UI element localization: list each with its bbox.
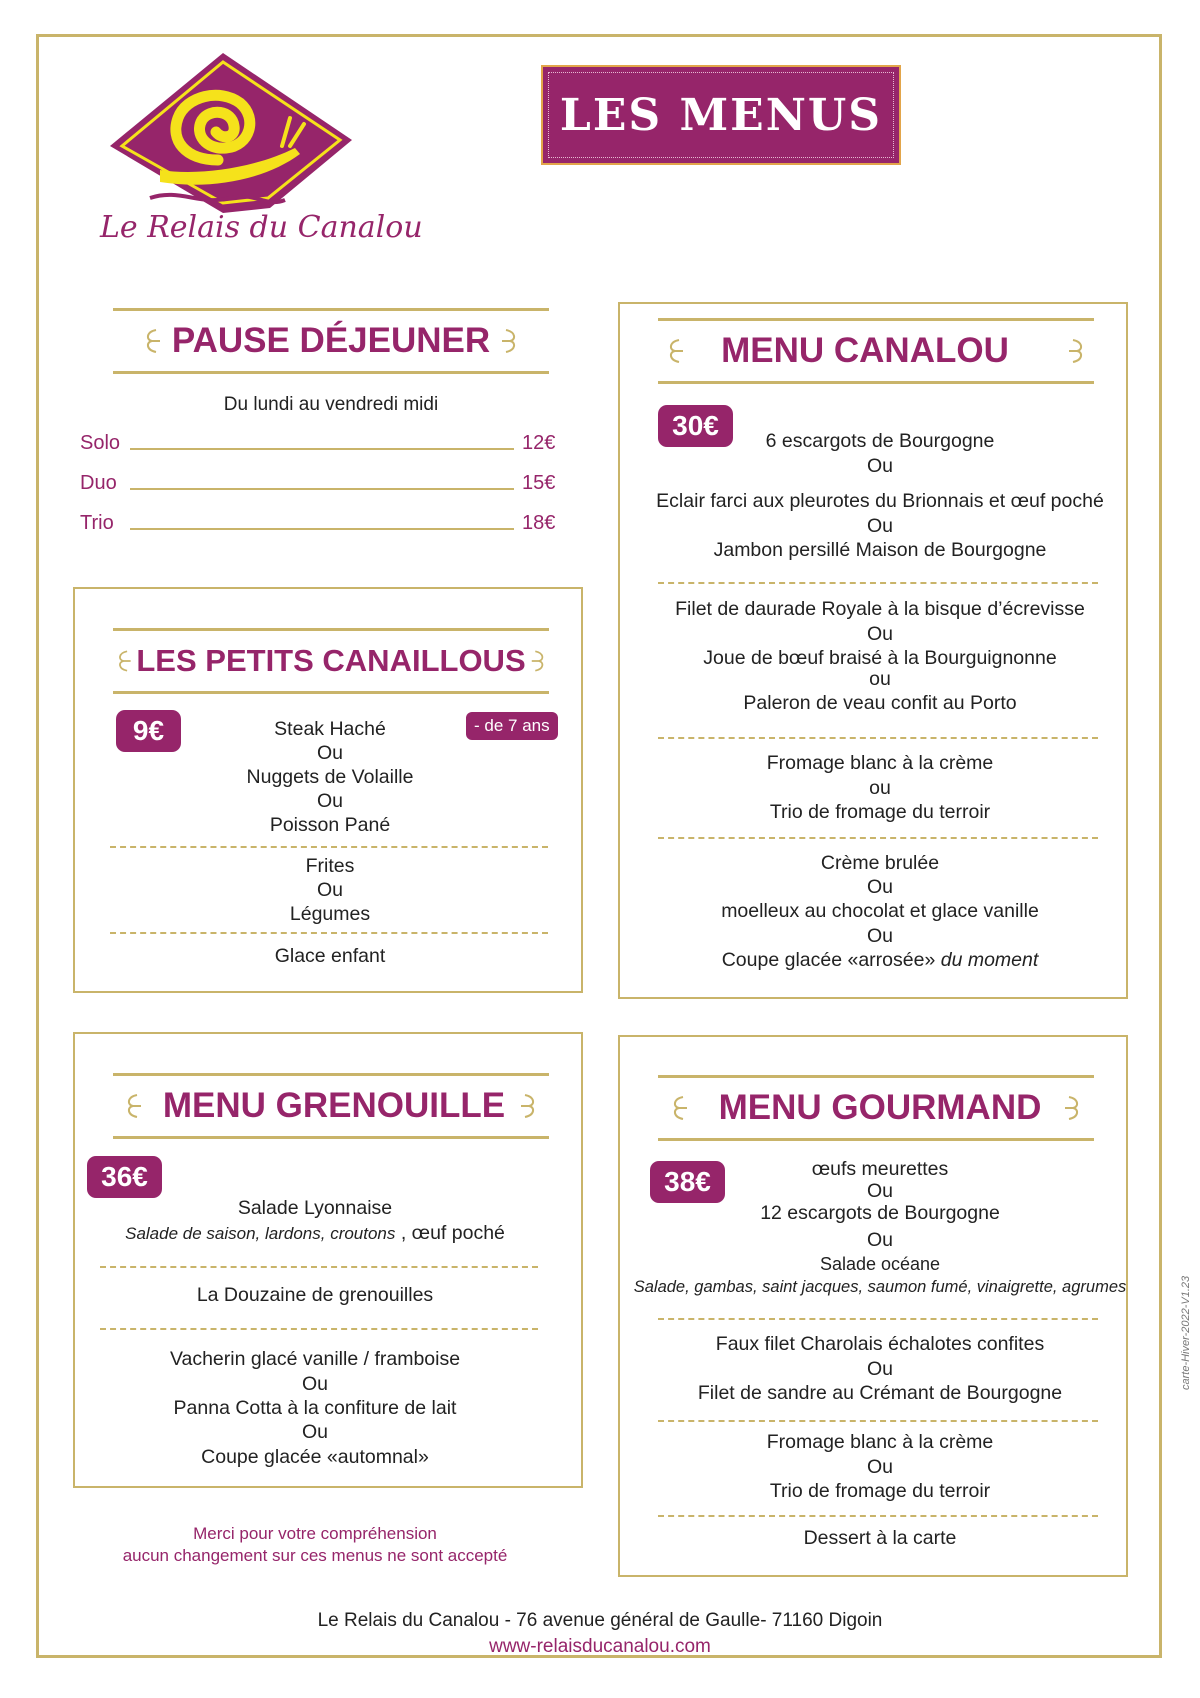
menu-line: La Douzaine de grenouilles	[196, 1284, 434, 1306]
menu-line: Trio de fromage du terroir	[769, 1480, 991, 1502]
menu-line: Ou	[866, 1456, 893, 1478]
price-badge: 36€	[87, 1156, 162, 1198]
ornament-right-icon	[519, 1091, 541, 1121]
petits-header	[113, 628, 549, 694]
menu-line: Ou	[316, 742, 343, 764]
pause-subtitle: Du lundi au vendredi midi	[223, 394, 439, 415]
menu-line: Légumes	[289, 903, 371, 925]
ornament-right-icon	[1067, 336, 1089, 366]
pause-row-label: Duo	[80, 472, 117, 494]
ornament-left-icon	[140, 326, 162, 356]
menu-line: Ou	[866, 1229, 893, 1251]
menu-line-italic: Salade, gambas, saint jacques, saumon fumé, vinaigrette, agrumes	[633, 1278, 1127, 1296]
menu-line: Paleron de veau confit au Porto	[743, 692, 1017, 714]
menu-line: moelleux au chocolat et glace vanille	[721, 900, 1039, 922]
footer-address: Le Relais du Canalou - 76 avenue général de Gaulle- 71160 Digoin	[317, 1610, 883, 1631]
canalou-header	[658, 318, 1094, 384]
menu-line: Ou	[866, 455, 893, 477]
menu-line: Coupe glacée «automnal»	[201, 1446, 429, 1468]
menu-line: Ou	[316, 879, 343, 901]
menu-line: Salade Lyonnaise	[237, 1197, 393, 1219]
menu-line: Fromage blanc à la crème	[766, 1431, 994, 1453]
menu-line: 6 escargots de Bourgogne	[765, 430, 995, 452]
price-badge: 38€	[650, 1161, 725, 1203]
page-title	[541, 65, 901, 165]
menu-line: Ou	[866, 1358, 893, 1380]
ornament-left-icon	[113, 646, 132, 676]
dashed-divider	[658, 837, 1098, 839]
pause-row-label: Trio	[80, 512, 114, 534]
dashed-divider	[658, 1515, 1098, 1517]
menu-line: Vacherin glacé vanille / framboise	[169, 1348, 461, 1370]
menu-line: ou	[869, 668, 891, 690]
menu-line: Poisson Pané	[269, 814, 391, 836]
grenouille-header	[113, 1073, 549, 1139]
menu-line	[640, 949, 1120, 972]
menu-line: Ou	[866, 623, 893, 645]
menu-line-text: Coupe glacée «arrosée»	[721, 949, 936, 971]
dashed-divider	[658, 1420, 1098, 1422]
ornament-right-icon	[1063, 1093, 1085, 1123]
age-badge: - de 7 ans	[466, 712, 558, 740]
price-badge: 30€	[658, 405, 733, 447]
menu-line: ou	[869, 777, 891, 799]
menu-line-italic: du moment	[940, 949, 1039, 971]
menu-line: Frites	[305, 855, 355, 877]
pause-row-price: 18€	[522, 512, 556, 534]
pause-row-price: 15€	[522, 472, 556, 494]
menu-line: Ou	[866, 515, 893, 537]
page-title-text: LES MENUS	[559, 89, 883, 141]
menu-line: Ou	[866, 876, 893, 898]
canalou-title: MENU CANALOU	[721, 331, 1009, 370]
dashed-divider	[658, 737, 1098, 739]
ornament-left-icon	[663, 336, 685, 366]
dashed-divider	[658, 582, 1098, 584]
pause-row-line	[130, 448, 514, 450]
menu-line: 12 escargots de Bourgogne	[760, 1202, 1000, 1224]
menu-line: Filet de daurade Royale à la bisque d’écrevisse	[675, 598, 1085, 620]
menu-line	[100, 1222, 530, 1245]
pause-row-price: 12€	[522, 432, 556, 454]
menu-line: Ou	[866, 1180, 893, 1202]
menu-line: Ou	[316, 790, 343, 812]
notice-line: aucun changement sur ces menus ne sont accepté	[122, 1546, 508, 1565]
ornament-left-icon	[667, 1093, 689, 1123]
menu-line: Salade océane	[819, 1254, 941, 1274]
menu-line: Jambon persillé Maison de Bourgogne	[713, 539, 1047, 561]
menu-line: Crème brulée	[820, 852, 940, 874]
dashed-divider	[658, 1318, 1098, 1320]
gourmand-title: MENU GOURMAND	[718, 1088, 1042, 1127]
dashed-divider	[110, 932, 548, 934]
gourmand-header	[658, 1075, 1094, 1141]
menu-line-italic: Salade de saison, lardons, croutons	[125, 1224, 396, 1243]
menu-line: Ou	[301, 1421, 328, 1443]
dashed-divider	[110, 846, 548, 848]
menu-line: Faux filet Charolais échalotes confites	[715, 1333, 1045, 1355]
menu-line-text: , œuf poché	[400, 1222, 505, 1244]
menu-line: Dessert à la carte	[803, 1527, 957, 1549]
pause-row-label: Solo	[80, 432, 121, 454]
menu-line: Eclair farci aux pleurotes du Brionnais et œuf poché	[656, 490, 1104, 512]
menu-line: Joue de bœuf braisé à la Bourguignonne	[703, 647, 1057, 669]
pause-row-line	[130, 528, 514, 530]
footer-website[interactable]: www-relaisducanalou.com	[489, 1636, 711, 1657]
menu-line: Filet de sandre au Crémant de Bourgogne	[697, 1382, 1063, 1404]
menu-line: Fromage blanc à la crème	[766, 752, 994, 774]
menu-line: Ou	[866, 925, 893, 947]
ornament-right-icon	[530, 646, 549, 676]
notice-line: Merci pour votre compréhension	[193, 1524, 437, 1543]
menu-line: œufs meurettes	[811, 1158, 949, 1180]
ornament-left-icon	[121, 1091, 143, 1121]
petits-title: LES PETITS CANAILLOUS	[136, 643, 526, 678]
menu-line: Steak Haché	[274, 718, 386, 740]
grenouille-title: MENU GRENOUILLE	[162, 1086, 506, 1125]
menu-line: Trio de fromage du terroir	[769, 801, 991, 823]
brand-name: Le Relais du Canalou	[100, 210, 423, 245]
dashed-divider	[100, 1328, 538, 1330]
menu-line: Nuggets de Volaille	[246, 766, 414, 788]
pause-header	[113, 308, 549, 374]
pause-row-line	[130, 488, 514, 490]
ornament-right-icon	[500, 326, 522, 356]
version-note: carte-Hiver-2022-V1.23	[1180, 1275, 1192, 1390]
menu-line: Panna Cotta à la confiture de lait	[173, 1397, 457, 1419]
menu-line: Glace enfant	[274, 945, 386, 967]
dashed-divider	[100, 1266, 538, 1268]
menu-line: Ou	[301, 1373, 328, 1395]
price-badge: 9€	[116, 710, 181, 752]
pause-title: PAUSE DÉJEUNER	[171, 321, 491, 360]
